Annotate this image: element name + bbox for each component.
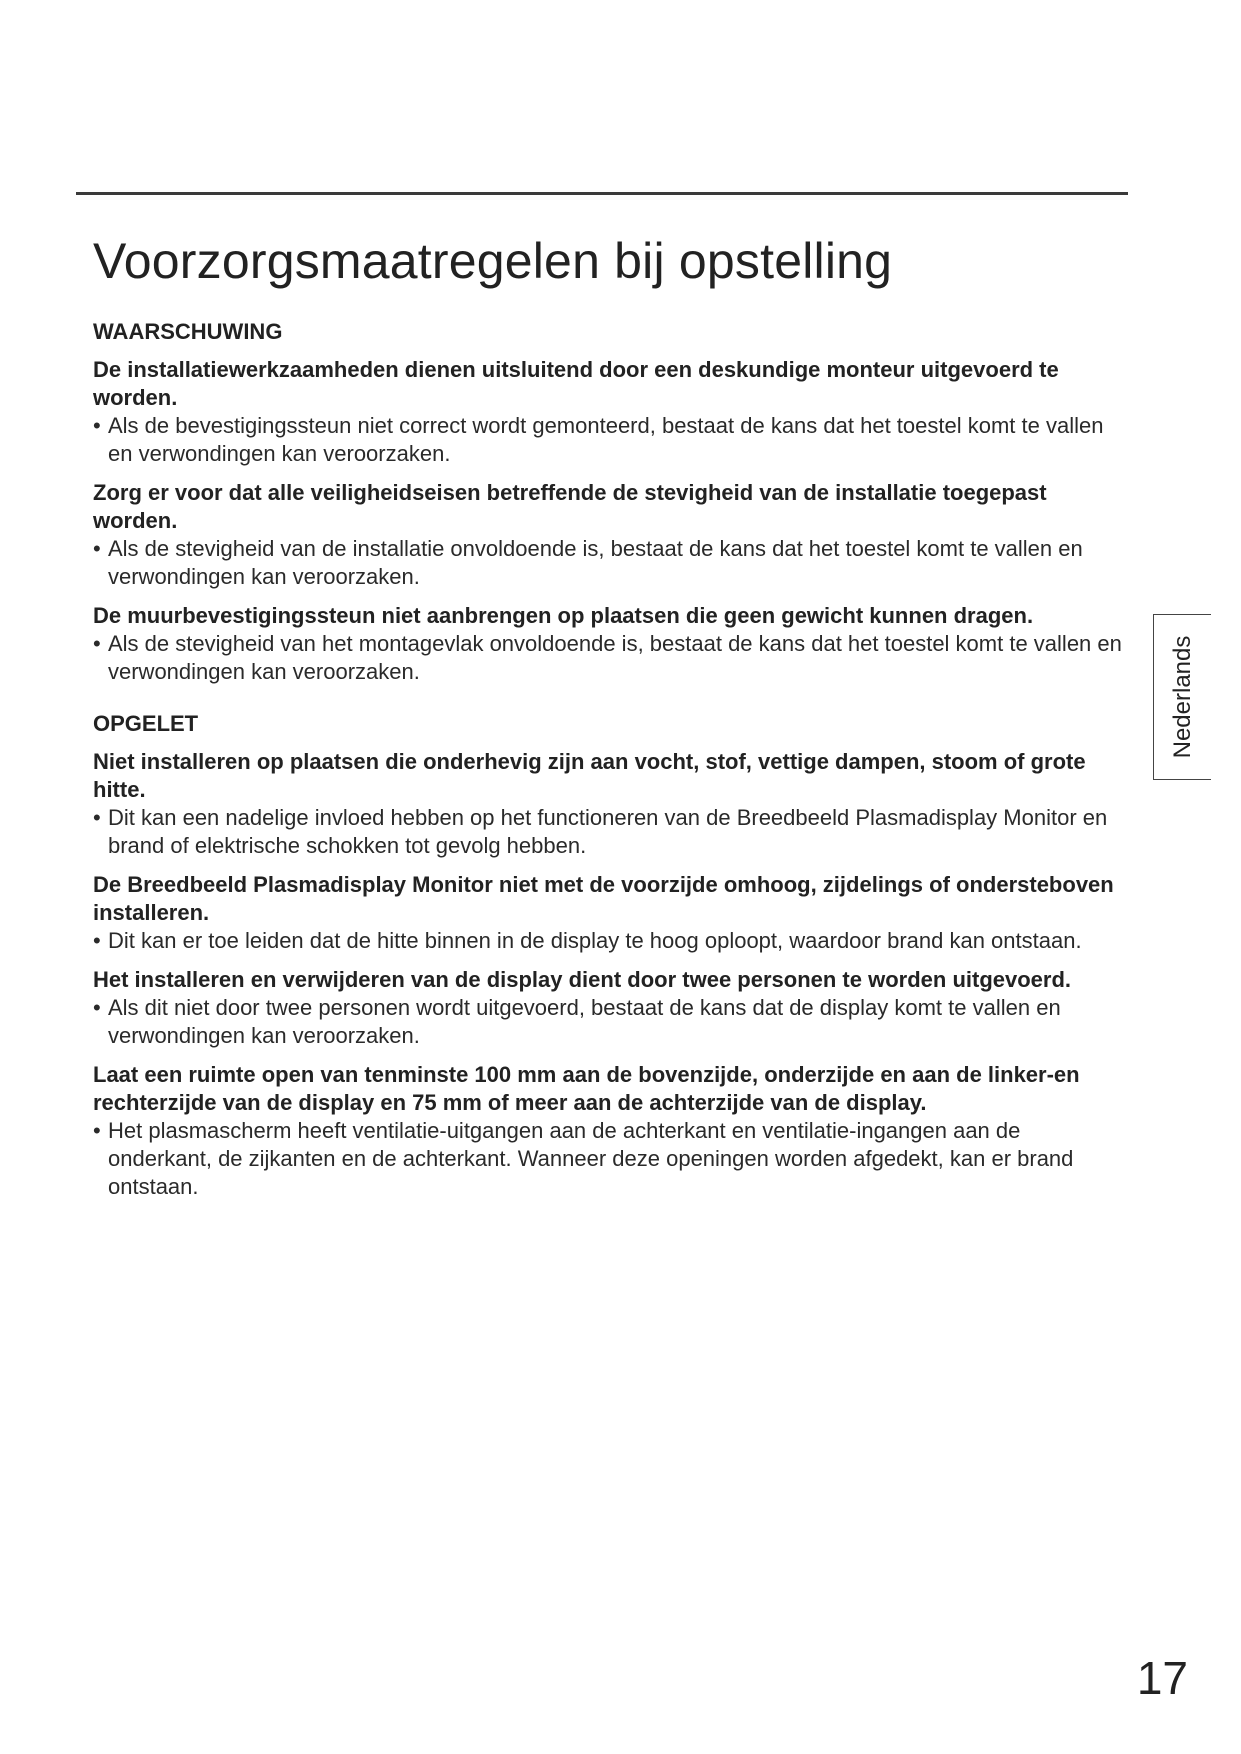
warning-item bbox=[93, 602, 1128, 686]
item-text: Als de stevigheid van de installatie onvoldoende is, bestaat de kans dat het toestel komt te vallen en verwondingen kan veroorzaken. bbox=[108, 536, 1083, 589]
warning-item bbox=[93, 479, 1128, 591]
item-heading: De muurbevestigingssteun niet aanbrengen op plaatsen die geen gewicht kunnen dragen. bbox=[93, 603, 1034, 628]
bullet-mark: • bbox=[93, 413, 101, 438]
item-bullet-text bbox=[93, 630, 1128, 686]
section-heading-warning: WAARSCHUWING bbox=[93, 319, 283, 344]
document-body bbox=[93, 318, 1128, 1212]
item-bullet-text bbox=[93, 994, 1128, 1050]
item-bullet-text bbox=[93, 535, 1128, 591]
bullet-mark: • bbox=[93, 631, 101, 656]
caution-item bbox=[93, 748, 1128, 860]
header-rule bbox=[76, 192, 1128, 195]
language-label: Nederlands bbox=[1168, 635, 1196, 759]
item-text: Als dit niet door twee personen wordt uitgevoerd, bestaat de kans dat de display komt te vallen en verwondingen kan veroorzaken. bbox=[108, 995, 1061, 1048]
item-bullet-text bbox=[93, 1117, 1128, 1201]
item-heading: Laat een ruimte open van tenminste 100 mm aan de bovenzijde, onderzijde en aan de linker-en rechterzijde van de display en 75 mm of meer aan de achterzijde van de display. bbox=[93, 1062, 1080, 1115]
item-heading: Niet installeren op plaatsen die onderhevig zijn aan vocht, stof, vettige dampen, stoom of grote hitte. bbox=[93, 749, 1086, 802]
item-heading: Het installeren en verwijderen van de display dient door twee personen te worden uitgevoerd. bbox=[93, 967, 1072, 992]
item-text: Als de stevigheid van het montagevlak onvoldoende is, bestaat de kans dat het toestel komt te vallen en verwondingen kan veroorzaken. bbox=[108, 631, 1122, 684]
page-number: 17 bbox=[1136, 1652, 1188, 1704]
bullet-mark: • bbox=[93, 1118, 101, 1143]
bullet-mark: • bbox=[93, 928, 101, 953]
section-heading-caution: OPGELET bbox=[93, 711, 199, 736]
item-text: Dit kan er toe leiden dat de hitte binnen in de display te hoog oploopt, waardoor brand kan ontstaan. bbox=[108, 928, 1082, 953]
item-bullet-text bbox=[93, 927, 1128, 955]
warning-item bbox=[93, 356, 1128, 468]
item-bullet-text bbox=[93, 412, 1128, 468]
page-title: Voorzorgsmaatregelen bij opstelling bbox=[93, 233, 893, 289]
item-heading: Zorg er voor dat alle veiligheidseisen betreffende de stevigheid van de installatie toegepast worden. bbox=[93, 480, 1047, 533]
item-heading: De Breedbeeld Plasmadisplay Monitor niet met de voorzijde omhoog, zijdelings of ondersteboven installeren. bbox=[93, 872, 1114, 925]
bullet-mark: • bbox=[93, 536, 101, 561]
caution-item bbox=[93, 966, 1128, 1050]
item-text: Als de bevestigingssteun niet correct wordt gemonteerd, bestaat de kans dat het toestel komt te vallen en verwondingen kan veroorzaken. bbox=[108, 413, 1104, 466]
item-heading: De installatiewerkzaamheden dienen uitsluitend door een deskundige monteur uitgevoerd te worden. bbox=[93, 357, 1059, 410]
language-side-tab bbox=[1153, 614, 1211, 780]
bullet-mark: • bbox=[93, 805, 101, 830]
caution-item bbox=[93, 1061, 1128, 1201]
item-text: Dit kan een nadelige invloed hebben op het functioneren van de Breedbeeld Plasmadisplay Monitor en brand of elektrische schokken tot gevolg hebben. bbox=[108, 805, 1108, 858]
item-bullet-text bbox=[93, 804, 1128, 860]
bullet-mark: • bbox=[93, 995, 101, 1020]
caution-item bbox=[93, 871, 1128, 955]
item-text: Het plasmascherm heeft ventilatie-uitgangen aan de achterkant en ventilatie-ingangen aan de onderkant, de zijkanten en de achterkant. Wanneer deze openingen worden afgedekt, kan er brand ontstaan. bbox=[108, 1118, 1074, 1199]
